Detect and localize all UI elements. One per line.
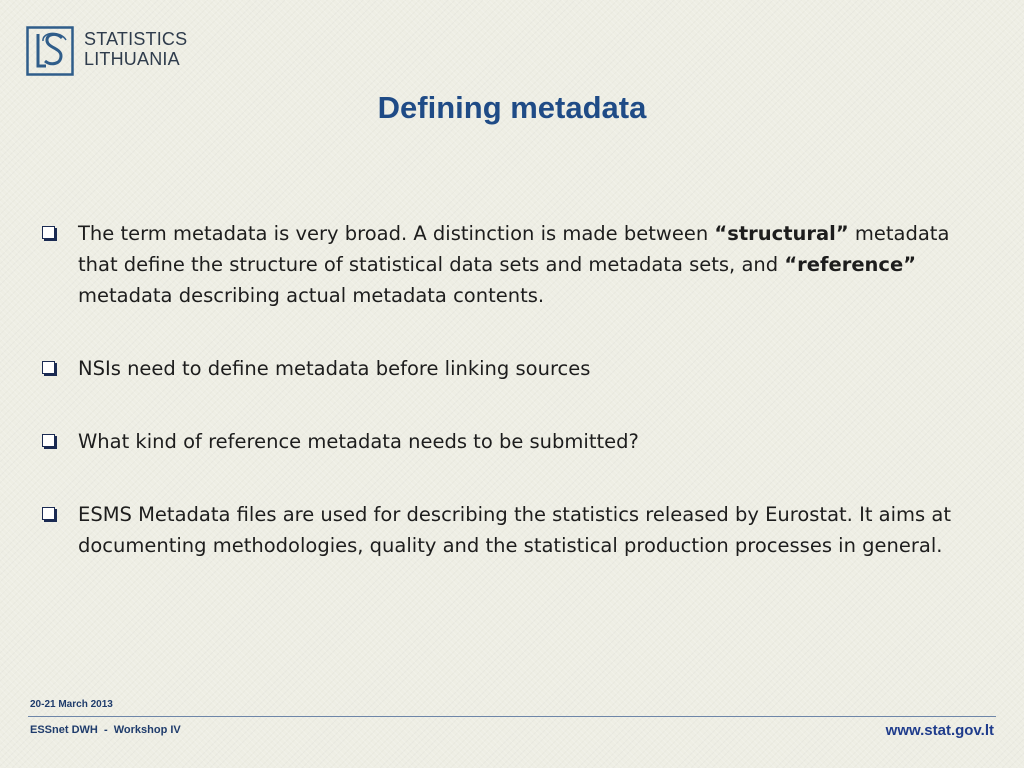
bullet-1-text-pre: The term metadata is very broad. A distinction is made between: [78, 222, 715, 245]
bullet-list: [40, 218, 990, 561]
bullet-item-1: [40, 218, 990, 311]
logo-line-1: STATISTICS: [84, 29, 188, 49]
checkbox-icon: [42, 507, 55, 520]
bullet-1-bold-structural: “structural”: [714, 222, 849, 245]
bullet-3-text: What kind of reference metadata needs to be submitted?: [78, 430, 639, 453]
footer-date: 20-21 March 2013: [30, 699, 113, 710]
footer-event: ESSnet DWH - Workshop IV: [30, 724, 181, 736]
slide-title: Defining metadata: [377, 90, 647, 125]
logo-wordmark: [84, 29, 187, 69]
logo-line-2: LITHUANIA: [84, 49, 180, 69]
bullet-1-text-post: metadata describing actual metadata contents.: [78, 284, 545, 307]
checkbox-icon: [42, 434, 55, 447]
statistics-lithuania-logo: [26, 26, 201, 78]
bullet-1-bold-reference: “reference”: [784, 253, 917, 276]
bullet-item-4: [40, 499, 990, 561]
bullet-2-text: NSIs need to define metadata before linking sources: [78, 357, 591, 380]
bullet-item-2: [40, 353, 990, 384]
bullet-item-3: [40, 426, 990, 457]
footer-divider: [28, 716, 996, 717]
checkbox-icon: [42, 361, 55, 374]
bullet-4-text: ESMS Metadata files are used for describing the statistics released by Eurostat. It aims at documenting methodologies, quality and the statistical production processes in general.: [78, 503, 951, 557]
bullet-1-text-mid: metadata that define the structure of statistical data sets and metadata sets, and: [78, 222, 950, 276]
statistics-lithuania-logo-icon: [26, 26, 74, 76]
checkbox-icon: [42, 226, 55, 239]
footer-url-link[interactable]: www.stat.gov.lt: [885, 722, 994, 739]
